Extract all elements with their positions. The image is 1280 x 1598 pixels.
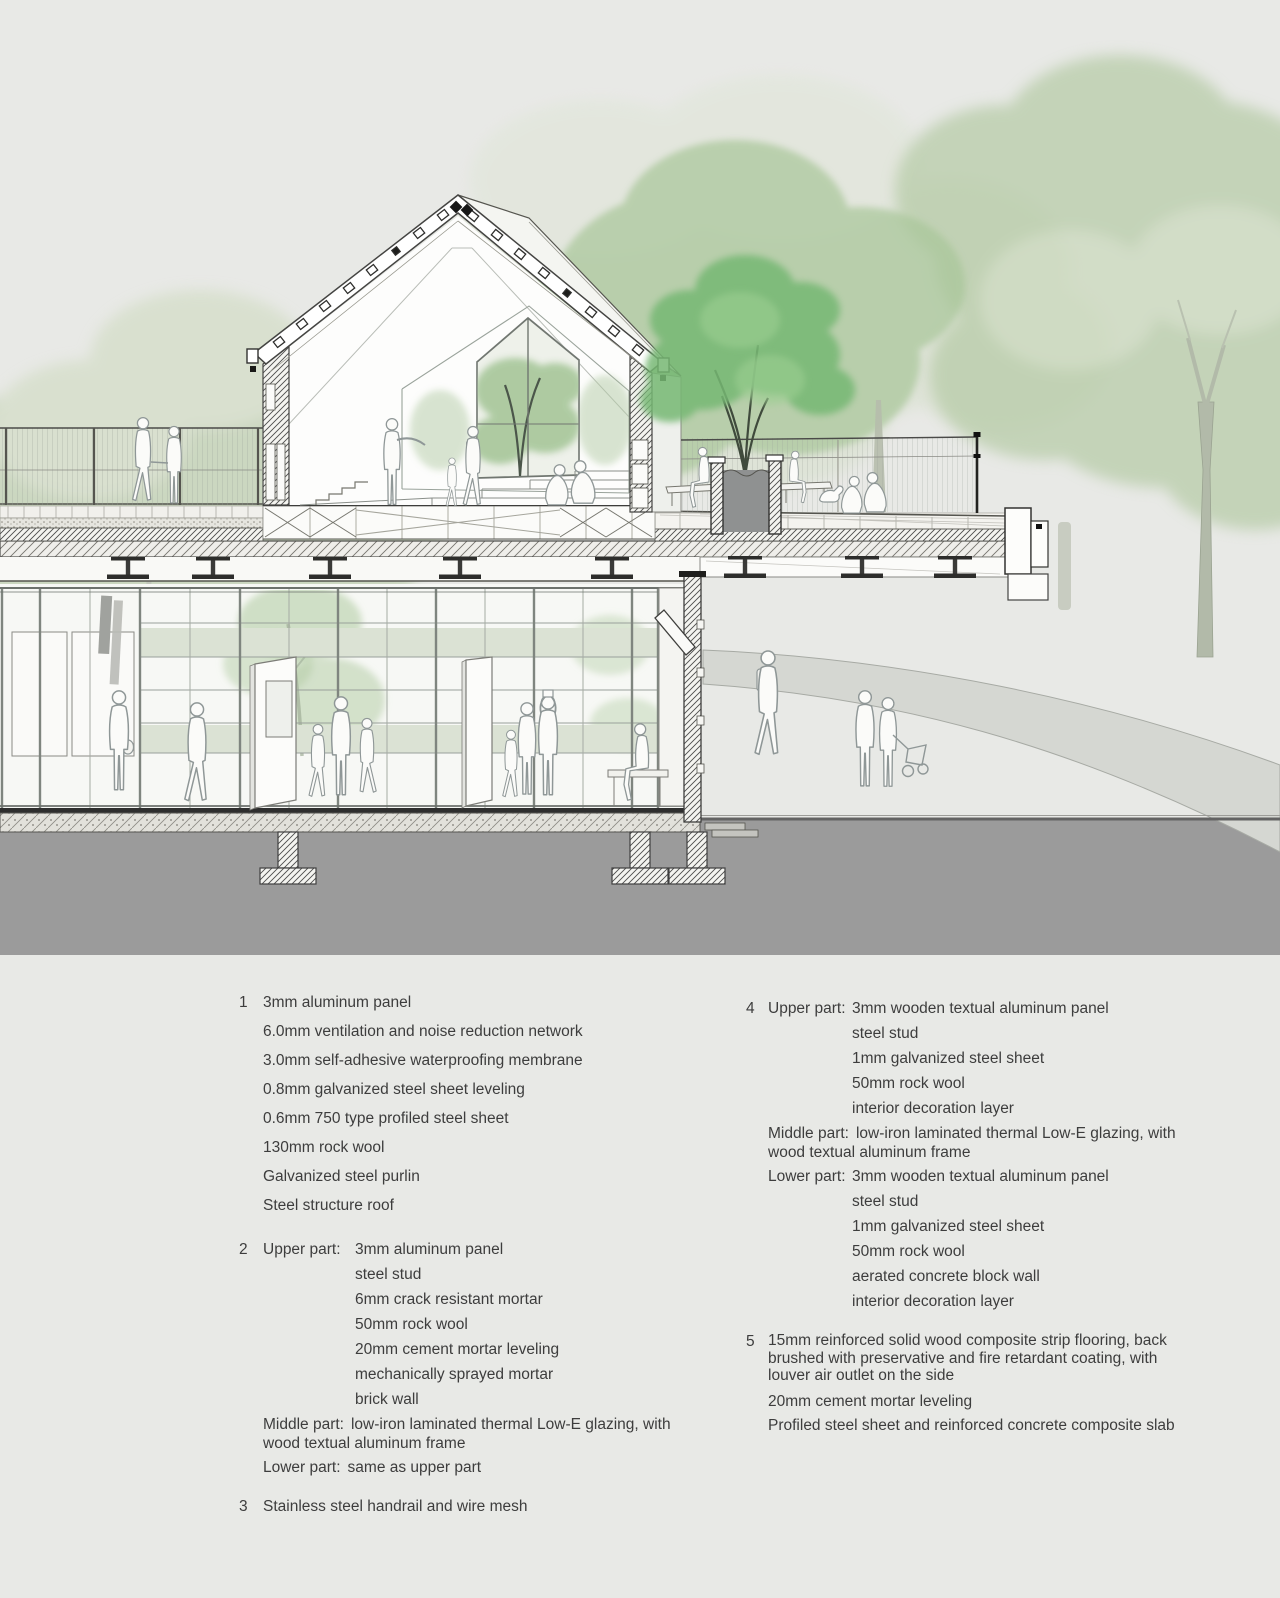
note-item-3 <box>239 1497 689 1522</box>
notes-col-right <box>746 999 1194 1456</box>
note-number: 3 <box>239 1498 248 1515</box>
note-row: brick wall <box>355 1391 419 1408</box>
note-row-label: Upper part: <box>263 1241 341 1258</box>
note-item-1 <box>239 993 689 1225</box>
note-row-label: Lower part: <box>768 1168 846 1185</box>
note-number: 2 <box>239 1241 248 1258</box>
note-row: 6.0mm ventilation and noise reduction network <box>263 1023 583 1040</box>
note-row: 1mm galvanized steel sheet <box>852 1218 1045 1235</box>
note-item-2 <box>239 1240 689 1482</box>
note-item-5 <box>746 1332 1194 1441</box>
note-row: 3mm aluminum panel <box>263 994 412 1011</box>
note-row: 50mm rock wool <box>852 1243 965 1260</box>
note-row: interior decoration layer <box>852 1293 1014 1310</box>
note-row: Lower part: 3mm wooden textual aluminum panel <box>768 1168 1109 1185</box>
note-row: 130mm rock wool <box>263 1139 385 1156</box>
note-row: Steel structure roof <box>263 1197 394 1214</box>
note-row: Lower part: same as upper part <box>263 1459 482 1476</box>
note-row: Upper part: 3mm aluminum panel <box>263 1241 504 1258</box>
note-number: 5 <box>746 1333 755 1350</box>
note-row: 50mm rock wool <box>852 1075 965 1092</box>
note-row-label: Lower part: <box>263 1459 341 1476</box>
note-row: steel stud <box>355 1266 422 1283</box>
note-row: 3.0mm self-adhesive waterproofing membrane <box>263 1052 583 1069</box>
note-row: aerated concrete block wall <box>852 1268 1040 1285</box>
note-item-4 <box>746 999 1194 1317</box>
note-row: steel stud <box>852 1025 919 1042</box>
note-row: 0.6mm 750 type profiled steel sheet <box>263 1110 509 1127</box>
note-row: Galvanized steel purlin <box>263 1168 420 1185</box>
note-row-label: Upper part: <box>768 1000 846 1017</box>
notes-col-left <box>239 993 689 1537</box>
note-row: steel stud <box>852 1193 919 1210</box>
note-number: 1 <box>239 994 248 1011</box>
note-row: Stainless steel handrail and wire mesh <box>263 1498 528 1515</box>
note-row: 6mm crack resistant mortar <box>355 1291 543 1308</box>
note-number: 4 <box>746 1000 755 1017</box>
note-row: Upper part: 3mm wooden textual aluminum panel <box>768 1000 1109 1017</box>
note-row: 1mm galvanized steel sheet <box>852 1050 1045 1067</box>
note-row: 50mm rock wool <box>355 1316 468 1333</box>
note-row: Profiled steel sheet and reinforced concrete composite slab <box>768 1416 1175 1434</box>
note-row: 20mm cement mortar leveling <box>355 1341 560 1358</box>
note-row: Middle part: low-iron laminated thermal Low-E glazing, with wood textual aluminum frame <box>263 1416 671 1452</box>
note-row: interior decoration layer <box>852 1100 1014 1117</box>
note-row: mechanically sprayed mortar <box>355 1366 554 1383</box>
note-row: 20mm cement mortar leveling <box>768 1392 973 1410</box>
note-row: Middle part: low-iron laminated thermal Low-E glazing, with wood textual aluminum frame <box>768 1125 1176 1161</box>
note-row: 0.8mm galvanized steel sheet leveling <box>263 1081 525 1098</box>
note-row: 15mm reinforced solid wood composite strip flooring, back brushed with preservative and fire retardant coating, with louver air outlet on the side <box>768 1332 1167 1384</box>
note-row-label: Middle part: <box>768 1125 849 1142</box>
note-row-label: Middle part: <box>263 1416 344 1433</box>
